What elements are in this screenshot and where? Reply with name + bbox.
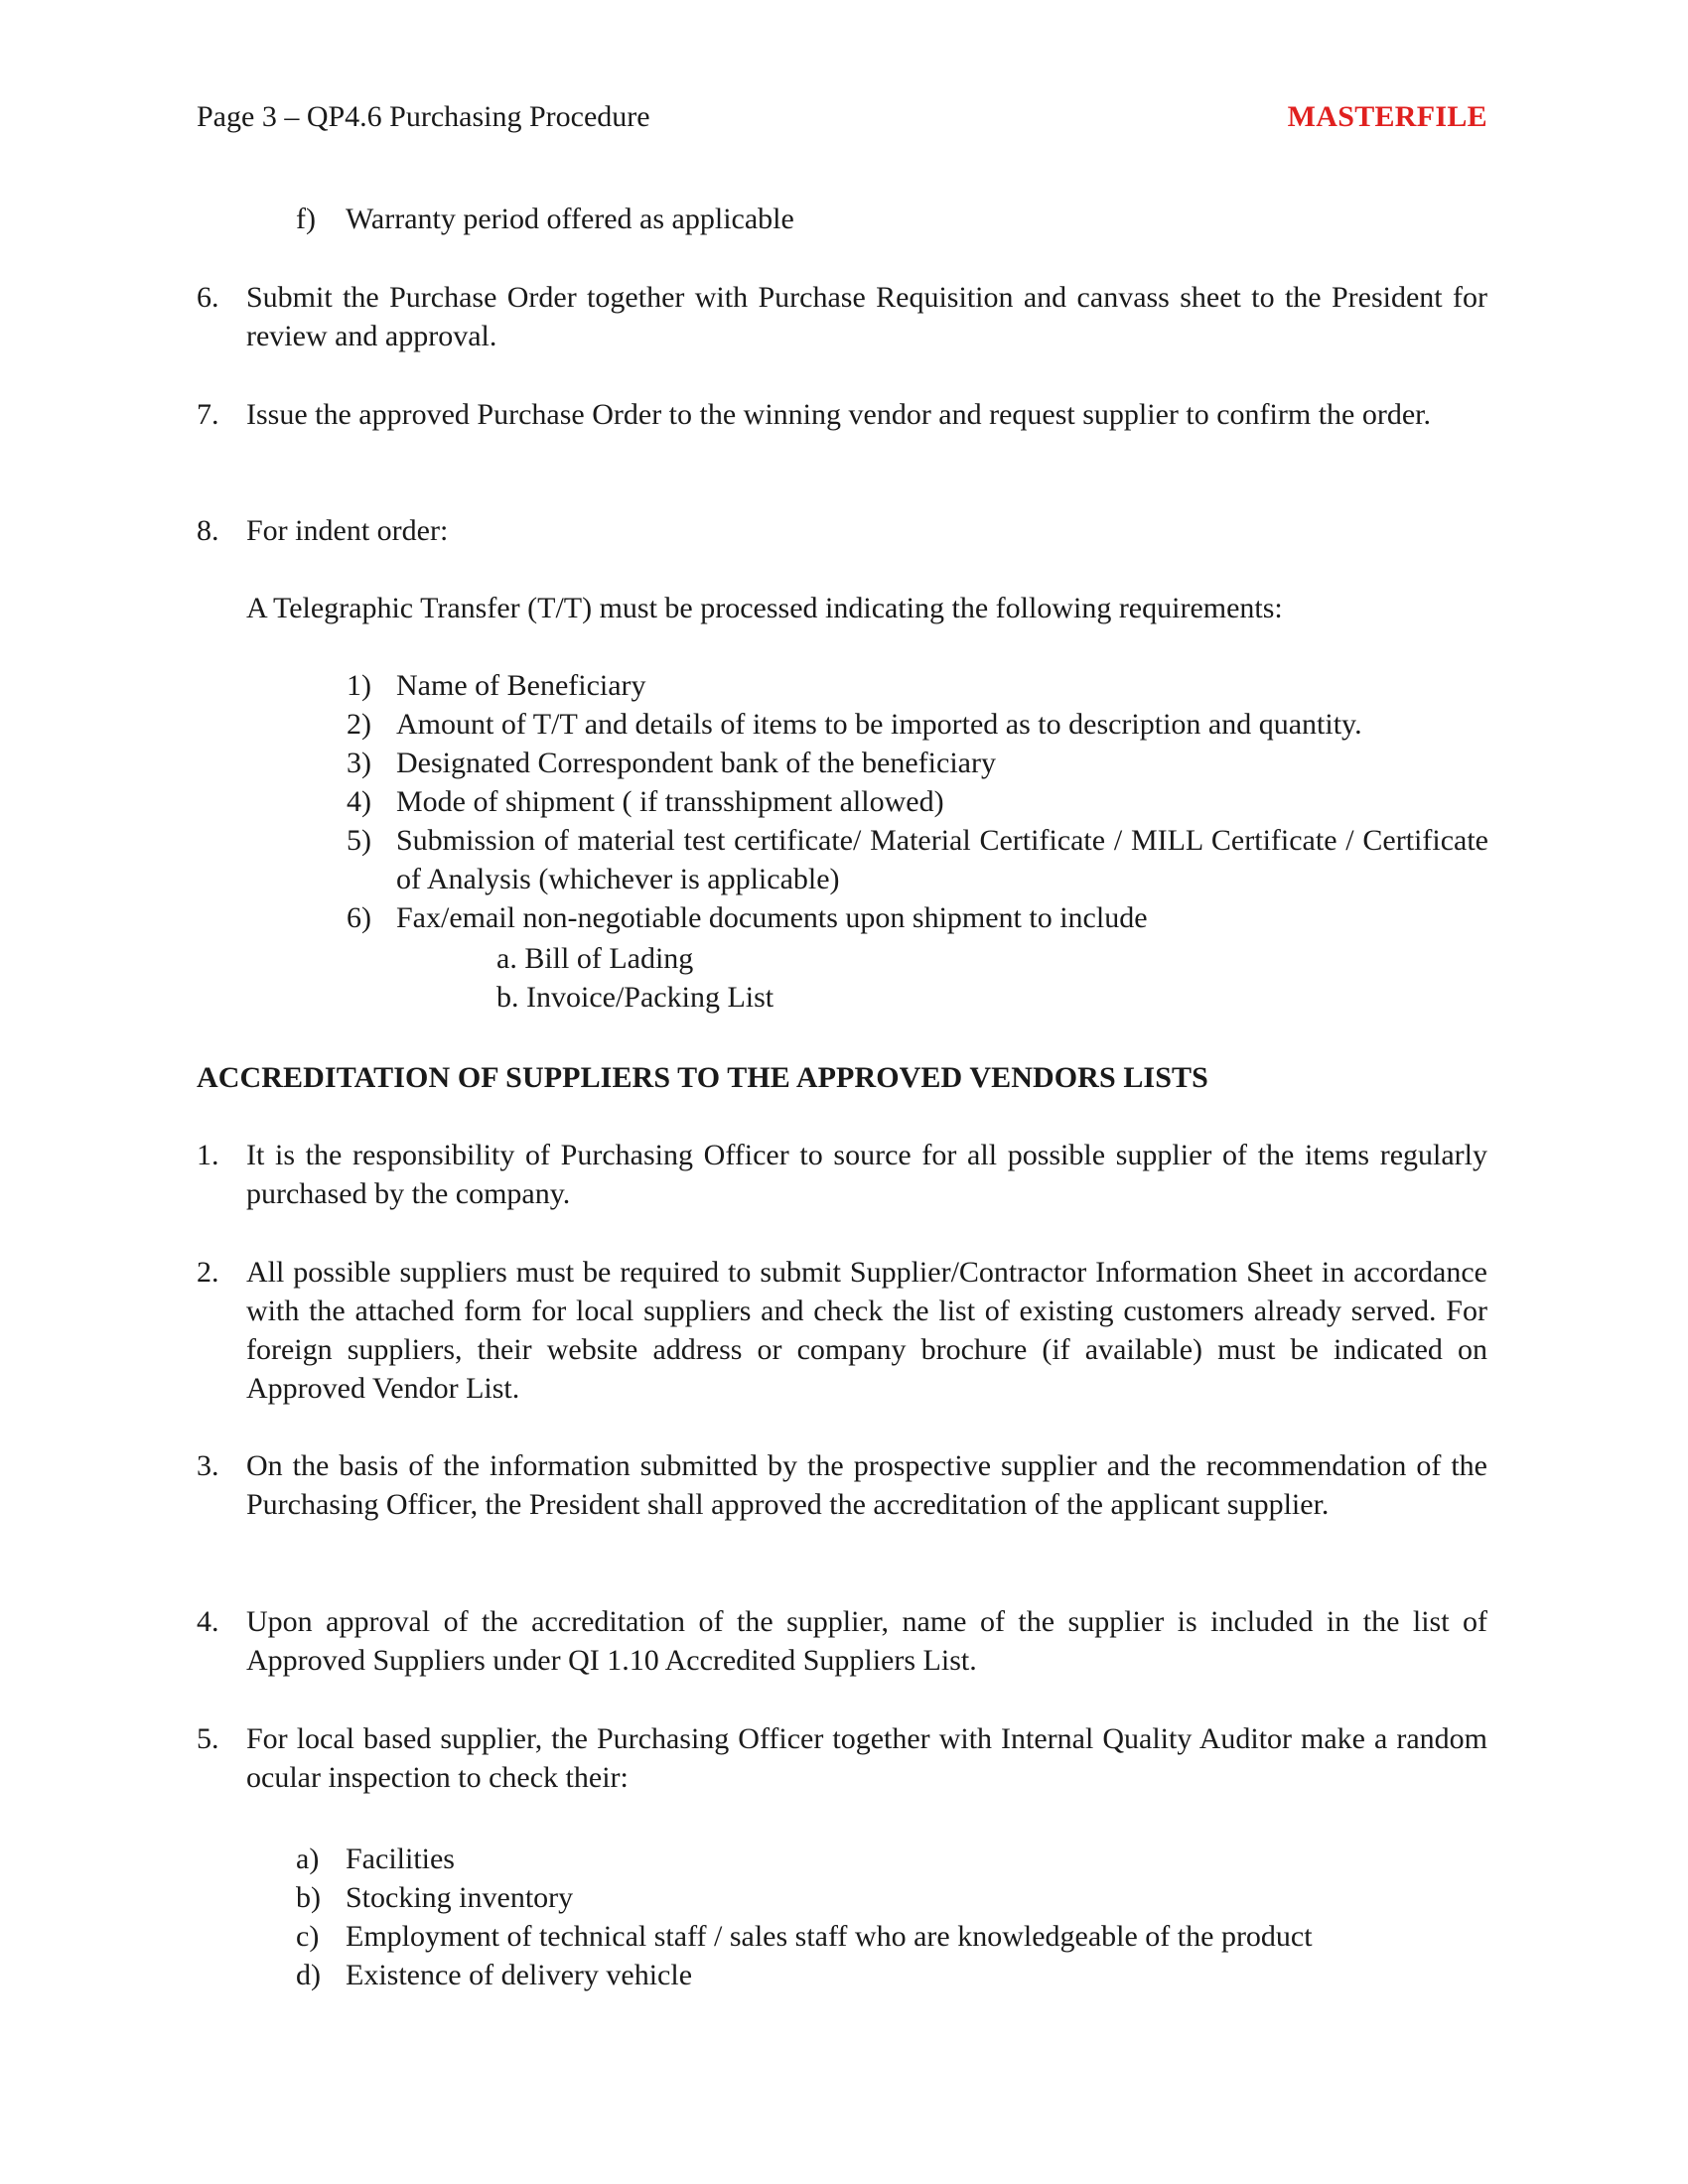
page-header-title: Page 3 – QP4.6 Purchasing Procedure [197, 100, 650, 133]
step-number: 6. [197, 281, 219, 314]
tt-requirement-label: 6) [347, 901, 371, 934]
masterfile-stamp: MASTERFILE [1287, 100, 1487, 133]
inspection-point [296, 1917, 1487, 1956]
accreditation-item [197, 1136, 1487, 1213]
tt-requirement [347, 666, 1488, 705]
accreditation-text: Upon approval of the accreditation of the supplier, name of the supplier is included in the list of Approved Suppliers under QI 1.10 Accredited Suppliers List. [246, 1605, 1487, 1677]
inspection-point-label: c) [296, 1920, 320, 1953]
tt-requirement-text: Amount of T/T and details of items to be imported as to description and quantity. [396, 708, 1362, 741]
inspection-point [296, 1956, 1487, 1994]
section-heading: ACCREDITATION OF SUPPLIERS TO THE APPROVED VENDORS LISTS [197, 1061, 1208, 1094]
step-item [197, 278, 1487, 355]
shipping-document: a. Bill of Lading [496, 942, 694, 975]
step-item [197, 511, 1487, 550]
inspection-point-text: Stocking inventory [346, 1881, 574, 1914]
step-text: Issue the approved Purchase Order to the winning vendor and request supplier to confirm the order. [246, 398, 1431, 431]
tt-requirement [347, 821, 1488, 898]
accreditation-number: 3. [197, 1449, 219, 1482]
step-number: 7. [197, 398, 219, 431]
tt-requirements-list [347, 666, 1488, 937]
inspection-point-text: Employment of technical staff / sales staff who are knowledgeable of the product [346, 1920, 1313, 1953]
tt-requirement-text: Submission of material test certificate/ Material Certificate / MILL Certificate / Certificate of Analysis (whichever is applicable) [396, 824, 1488, 895]
tt-requirement-text: Designated Correspondent bank of the beneficiary [396, 747, 996, 779]
step-number: 8. [197, 514, 219, 547]
tt-requirement [347, 705, 1488, 744]
inspection-point-label: a) [296, 1843, 320, 1875]
shipping-documents-list [496, 939, 774, 1017]
inspection-point-label: b) [296, 1881, 321, 1914]
inspection-point [296, 1840, 1487, 1878]
accreditation-text: On the basis of the information submitted by the prospective supplier and the recommendation of the Purchasing Officer, the President shall approved the accreditation of the applicant supplier. [246, 1449, 1487, 1521]
carry-over-label: f) [296, 203, 316, 235]
tt-intro: A Telegraphic Transfer (T/T) must be processed indicating the following requirements: [246, 592, 1283, 624]
carry-over-text: Warranty period offered as applicable [346, 203, 794, 235]
step-item [197, 395, 1487, 434]
tt-requirement-label: 2) [347, 708, 371, 741]
tt-requirement [347, 782, 1488, 821]
accreditation-item [197, 1446, 1487, 1524]
accreditation-text: All possible suppliers must be required to submit Supplier/Contractor Information Sheet in accordance with the attached form for local suppliers and check the list of existing customers already served. For foreign suppliers, their website address or company brochure (if available) must be indicated on Approved Vendor List. [246, 1256, 1487, 1405]
accreditation-number: 4. [197, 1605, 219, 1638]
accreditation-number: 5. [197, 1722, 219, 1755]
tt-requirement-label: 4) [347, 785, 371, 818]
tt-requirement [347, 744, 1488, 782]
shipping-document: b. Invoice/Packing List [496, 981, 774, 1014]
step-text: For indent order: [246, 514, 449, 547]
carry-over-item [296, 200, 1487, 238]
accreditation-item [197, 1602, 1487, 1680]
inspection-points-list [296, 1840, 1487, 1994]
tt-requirement-text: Mode of shipment ( if transshipment allowed) [396, 785, 944, 818]
accreditation-number: 2. [197, 1256, 219, 1289]
tt-requirement [347, 898, 1488, 937]
accreditation-text: For local based supplier, the Purchasing Officer together with Internal Quality Auditor make a random ocular inspection to check their: [246, 1722, 1487, 1794]
accreditation-item [197, 1719, 1487, 1797]
accreditation-number: 1. [197, 1139, 219, 1171]
accreditation-item [197, 1253, 1487, 1408]
tt-requirement-text: Name of Beneficiary [396, 669, 646, 702]
inspection-point-text: Existence of delivery vehicle [346, 1959, 693, 1991]
inspection-point [296, 1878, 1487, 1917]
tt-requirement-text: Fax/email non-negotiable documents upon shipment to include [396, 901, 1148, 934]
inspection-point-label: d) [296, 1959, 321, 1991]
step-text: Submit the Purchase Order together with Purchase Requisition and canvass sheet to the President for review and approval. [246, 281, 1487, 352]
inspection-point-text: Facilities [346, 1843, 455, 1875]
tt-requirement-label: 5) [347, 824, 371, 857]
tt-requirement-label: 3) [347, 747, 371, 779]
tt-requirement-label: 1) [347, 669, 371, 702]
accreditation-text: It is the responsibility of Purchasing Officer to source for all possible supplier of the items regularly purchased by the company. [246, 1139, 1487, 1210]
